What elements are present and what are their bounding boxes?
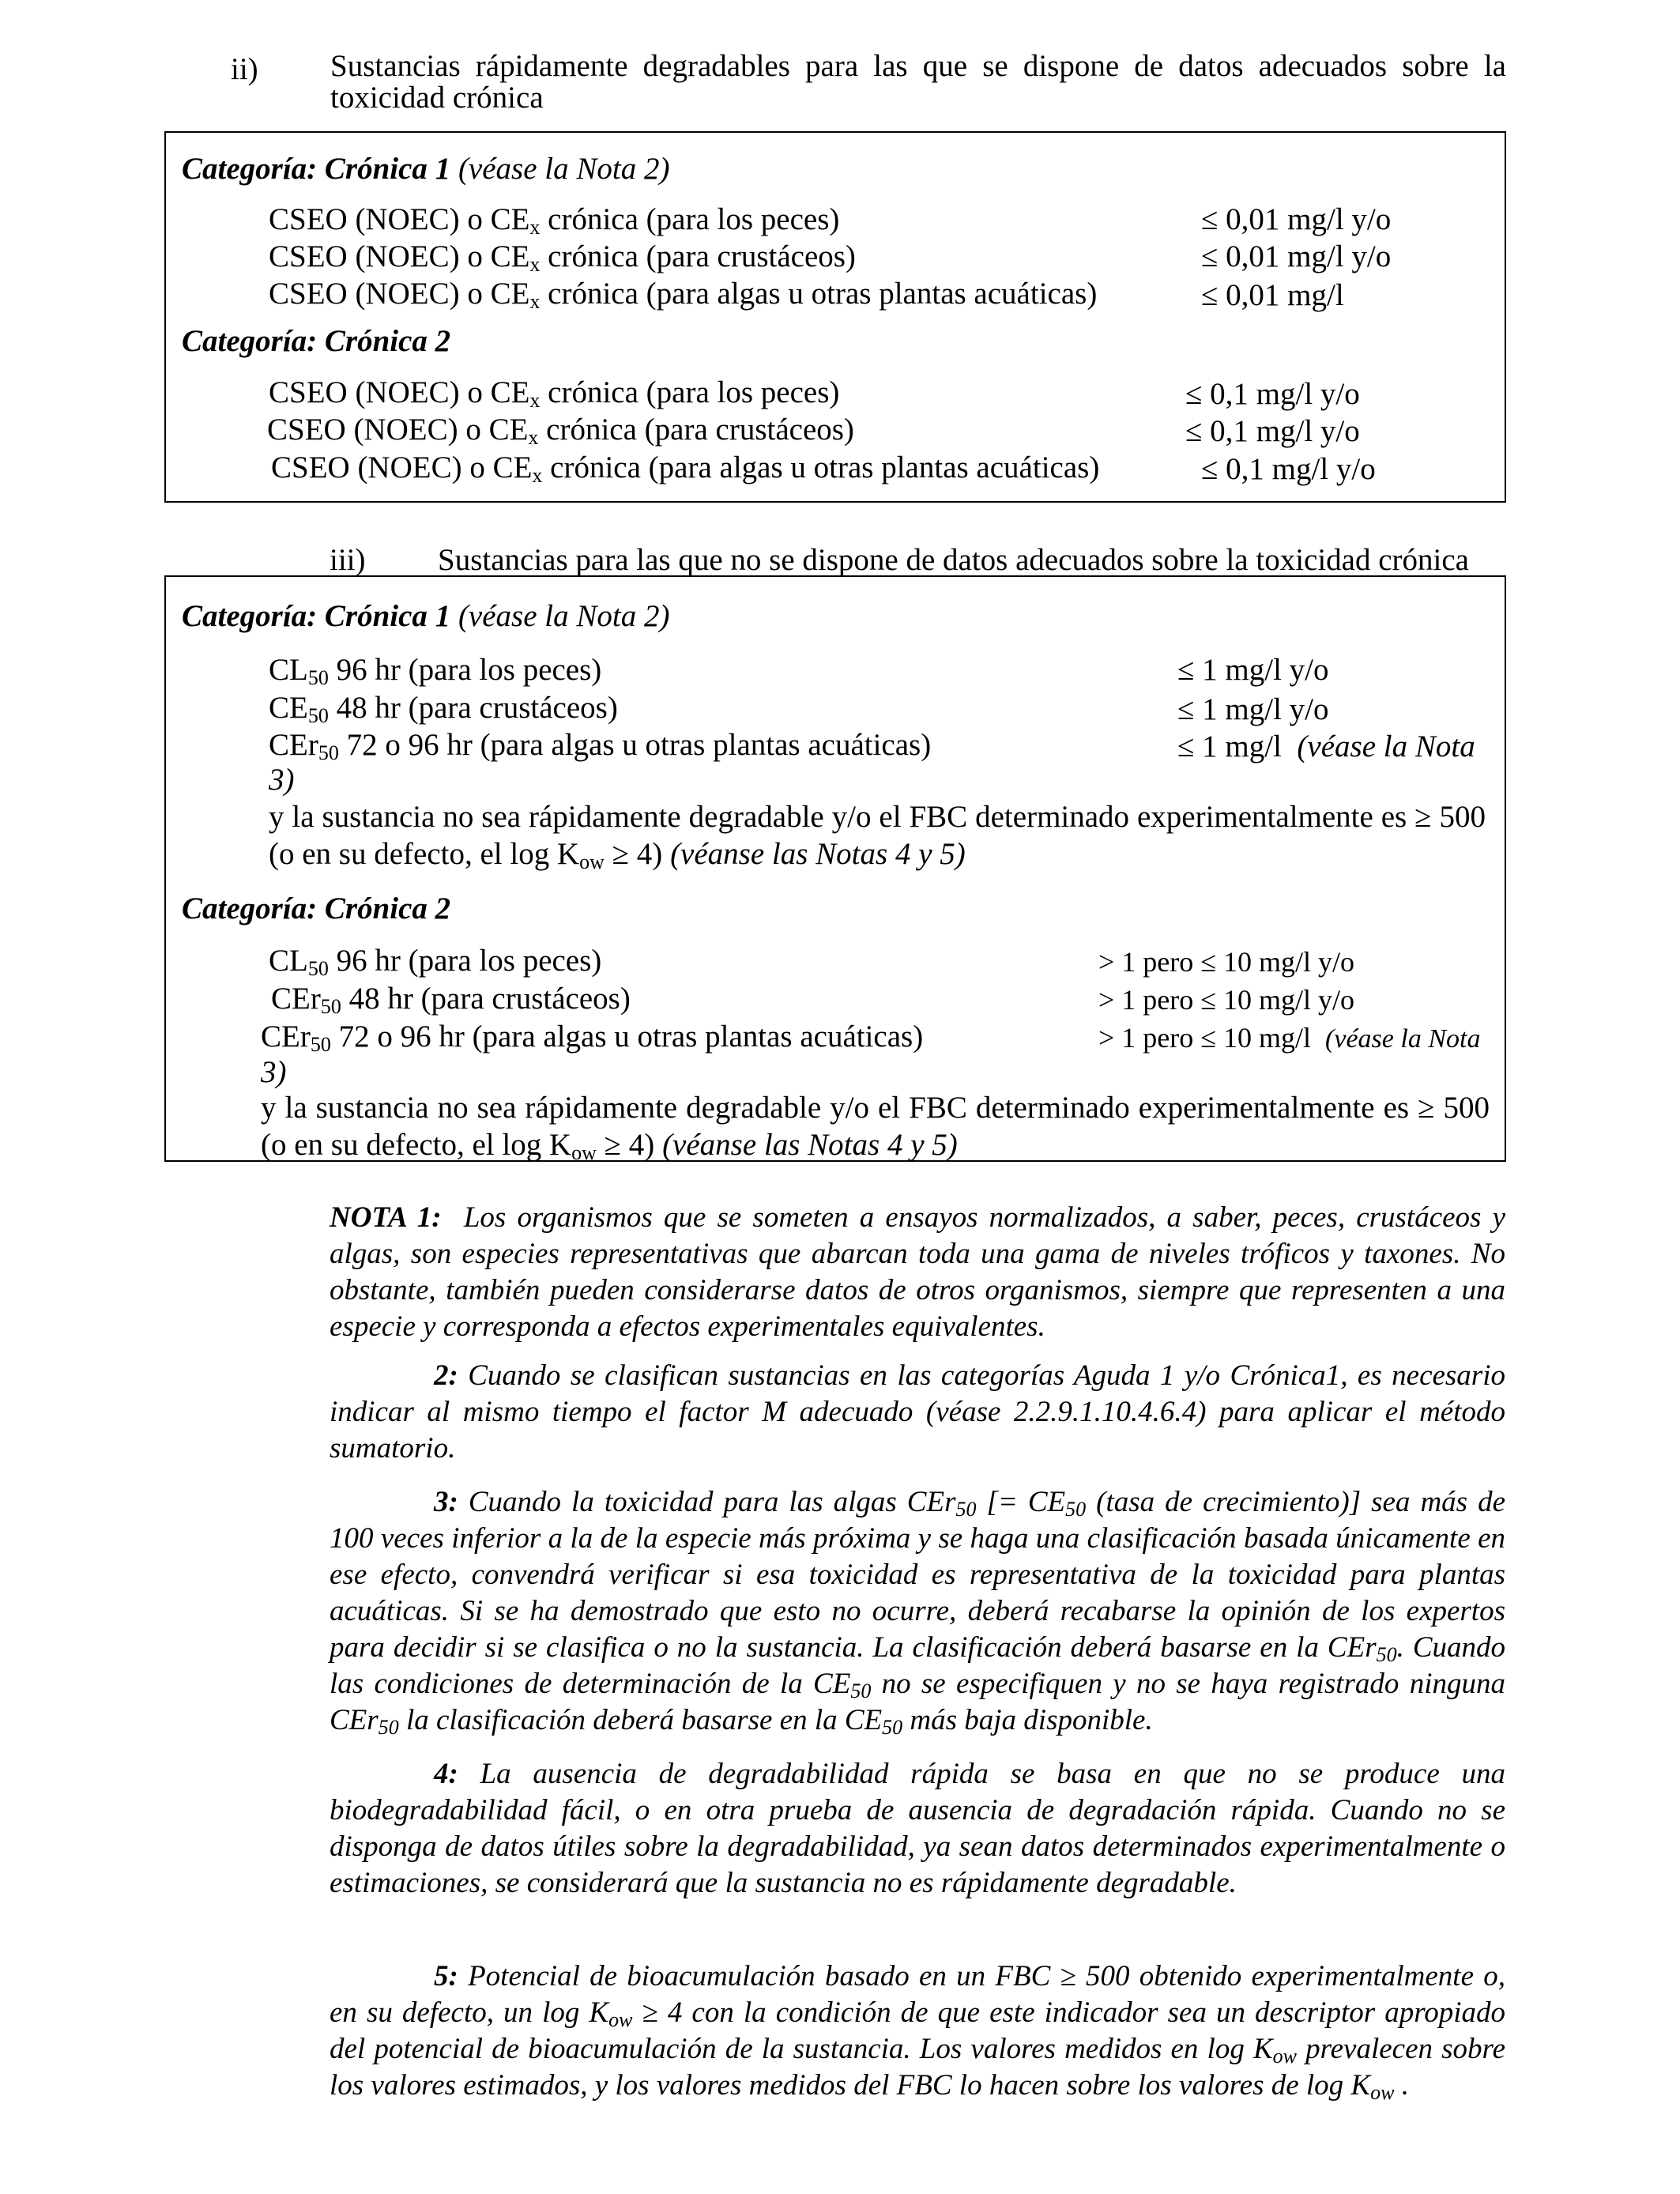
criteria-box-no-chronic-data — [164, 575, 1506, 1162]
note-5 — [330, 1958, 1505, 2104]
note-4 — [330, 1756, 1505, 1902]
criteria-value: ≤ 0,1 mg/l y/o — [1185, 377, 1360, 411]
note-text: Cuando se clasifican sustancias en las categorías Aguda 1 y/o Crónica1, es necesario indicar al mismo tiempo el factor M adecuado (véase 2.2.9.1.10.4.6.4) para aplicar el método sumatorio. — [330, 1359, 1505, 1465]
criteria-value: ≤ 1 mg/l y/o — [1177, 653, 1329, 687]
criteria-value: ≤ 0,1 mg/l y/o — [1201, 452, 1376, 486]
criteria-row: $CL_{50}$ 96 hr (para los peces) — [269, 944, 602, 980]
note-label: 5: — [434, 1960, 458, 1992]
note-label: 4: — [434, 1758, 458, 1790]
condition-text: y la sustancia no sea rápidamente degradable y/o el FBC determinado experimentalmente es ≥ 500 (o en su defecto, el $\log K_{ow} \ge 4$) (véanse las Notas 4 y 5) — [269, 800, 1486, 873]
category-note: (véase la Nota 2) — [458, 599, 670, 633]
category-chronic-2-heading — [182, 322, 450, 360]
note-label: 2: — [434, 1359, 458, 1392]
criteria-value: ≤ 0,01 mg/l — [1201, 278, 1344, 312]
criteria-value: > 1 pero ≤ 10 mg/l y/o — [1098, 946, 1355, 978]
note-continuation: 3) — [269, 763, 295, 797]
criteria-box-readily-degradable — [164, 131, 1506, 503]
category-label: Categoría: Crónica 1 — [182, 599, 451, 633]
note-text: La ausencia de degradabilidad rápida se basa en que no se produce una biodegradabilidad fácil, o en otra prueba de ausencia de degradación rápida. Cuando no se disponga de datos útiles sobre la degradabilidad, ya sean datos determinados experimentalmente o estimaciones, se considerará que la sustancia no es rápidamente degradable. — [330, 1758, 1505, 1899]
criteria-row: CEr$_{50}$ 48 hr (para crustáceos) — [271, 982, 631, 1018]
section-iii-number: iii) — [330, 543, 366, 577]
criteria-row: CSEO (NOEC) o $CE_x$ crónica (para algas u otras plantas acuáticas) — [271, 450, 1100, 487]
value-note: (véase la Nota — [1297, 729, 1475, 763]
note-label: 3: — [434, 1486, 458, 1518]
value-note: (véase la Nota — [1325, 1024, 1481, 1054]
criteria-value: ≤ 0,01 mg/l y/o — [1201, 202, 1392, 236]
criteria-row: CSEO (NOEC) o $CE_x$ crónica (para los peces) — [269, 202, 840, 239]
criteria-row: CSEO (NOEC) o $CE_x$ crónica (para los peces) — [269, 375, 840, 412]
category-label: Categoría: Crónica 2 — [182, 892, 451, 925]
criteria-row: CSEO (NOEC) o $CE_x$ crónica (para crustáceos) — [269, 239, 856, 276]
criteria-value: > 1 pero ≤ 10 mg/l (véase la Nota — [1098, 1022, 1481, 1054]
note-text: Cuando la toxicidad para las algas CEr$_{50}$ [= $CE_{50}$ (tasa de crecimiento)] sea más de 100 veces inferior a la de la especie más próxima y se haga una clasificación basada únicamente en ese efecto, convendrá verificar si esa toxicidad es representativa de la toxicidad para plantas acuáticas. Si se ha demostrado que esto no ocurre, deberá recabarse la opinión de los expertos para decidir si se clasifica o no la sustancia. La clasificación deberá basarse en la CEr$_{50}$. Cuando las condiciones de determinación de la $CE_{50}$ no se especifiquen y no se haya registrado ninguna CEr$_{50}$ la clasificación deberá basarse en la $CE_{50}$ más baja disponible. — [330, 1486, 1505, 1739]
condition-text: y la sustancia no sea rápidamente degradable y/o el FBC determinado experimentalmente es ≥ 500 (o en su defecto, el $\log K_{ow} \ge 4$) (véanse las Notas 4 y 5) — [261, 1091, 1490, 1164]
criteria-row: CSEO (NOEC) o $CE_x$ crónica (para algas u otras plantas acuáticas) — [269, 277, 1098, 313]
criteria-value: > 1 pero ≤ 10 mg/l y/o — [1098, 984, 1355, 1016]
note-continuation: 3) — [261, 1055, 287, 1089]
category-label: Categoría: Crónica 1 — [182, 152, 451, 186]
criteria-value: ≤ 1 mg/l (véase la Nota — [1177, 729, 1475, 763]
note-1 — [330, 1200, 1505, 1345]
note-label: NOTA 1: — [330, 1201, 442, 1234]
criteria-row: CSEO (NOEC) o $CE_x$ crónica (para crustáceos) — [267, 413, 854, 449]
criteria-row: $CL_{50}$ 96 hr (para los peces) — [269, 653, 602, 689]
note-text: Los organismos que se someten a ensayos normalizados, a saber, peces, crustáceos y algas, son especies representativas que abarcan toda una gama de niveles tróficos y taxones. No obstante, también pueden considerarse datos de otros organismos, siempre que representen a una especie y corresponda a efectos experimentales equivalentes. — [330, 1201, 1506, 1343]
section-ii-title: Sustancias rápidamente degradables para las que se dispone de datos adecuados sobre la toxicidad crónica — [330, 49, 1506, 115]
criteria-value: ≤ 1 mg/l y/o — [1177, 692, 1329, 726]
category-chronic-2-heading — [182, 890, 450, 927]
category-chronic-1-heading — [182, 150, 669, 187]
criteria-value: ≤ 0,01 mg/l y/o — [1201, 239, 1392, 273]
criteria-row: CEr$_{50}$ 72 o 96 hr (para algas u otras plantas acuáticas) — [261, 1020, 924, 1056]
criteria-row: $CE_{50}$ 48 hr (para crustáceos) — [269, 691, 618, 727]
note-3 — [330, 1484, 1505, 1739]
criteria-row: CEr$_{50}$ 72 o 96 hr (para algas u otras plantas acuáticas) — [269, 728, 932, 764]
category-chronic-1-heading — [182, 598, 669, 635]
category-note: (véase la Nota 2) — [458, 152, 670, 186]
category-label: Categoría: Crónica 2 — [182, 324, 451, 358]
criteria-value: ≤ 0,1 mg/l y/o — [1185, 414, 1360, 448]
note-text: Potencial de bioacumulación basado en un FBC ≥ 500 obtenido experimentalmente o, en su defecto, un $\log K_{ow} \ge 4$ con la condición de que este indicador sea un descriptor apropiado del potencial de bioacumulación de la sustancia. Los valores medidos en $\log K_{ow}$ prevalecen sobre los valores estimados, y los valores medidos del FBC lo hacen sobre los valores de $\log K_{ow}$ . — [330, 1960, 1505, 2104]
note-2 — [330, 1358, 1505, 1467]
section-ii-number: ii) — [231, 52, 258, 86]
section-iii-title: Sustancias para las que no se dispone de datos adecuados sobre la toxicidad crónica — [438, 543, 1469, 577]
